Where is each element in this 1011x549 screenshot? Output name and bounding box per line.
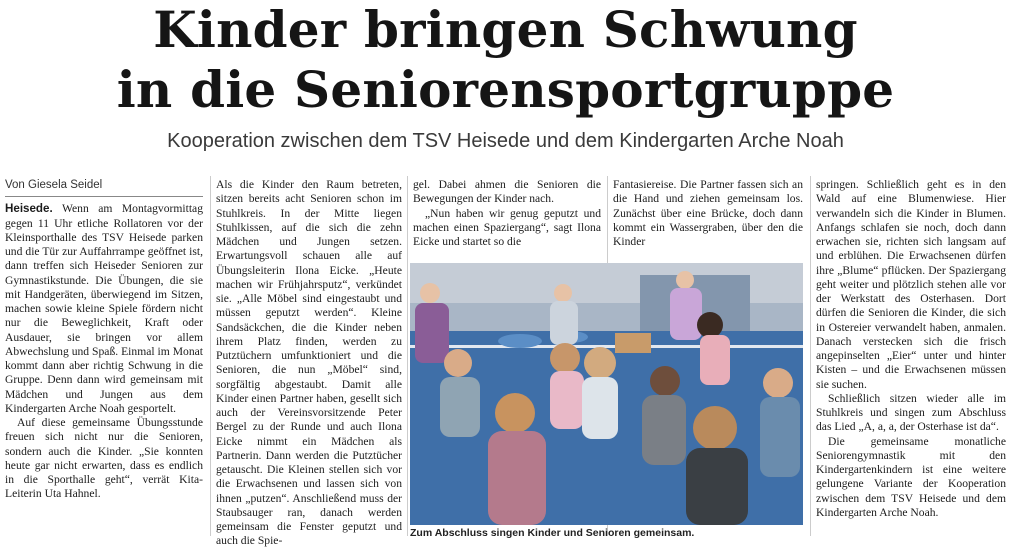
paragraph: Auf diese gemeinsame Übungsstunde freuen sich nicht nur die Senioren, sondern auch die Kinder. „Sie konnten heute gar nicht erwarten, dass es endlich in die Sporthalle geht“, verrät Kita-Leiterin Uta Hahnel. <box>5 416 203 501</box>
article-column-3 <box>413 178 601 249</box>
article-column-2 <box>216 178 402 549</box>
article-column-5 <box>816 178 1006 520</box>
headline-line-2: in die Seniorensportgruppe <box>116 60 895 119</box>
paragraph-text: Wenn am Montagvormittag gegen 11 Uhr etliche Rollatoren vor der Kleinsporthalle des TSV Heisede parken und die Tür zur Auffahrrampe geöffnet ist, dann treffen sich Heiseder Senioren zur Gymnastikstunde. Die Übungen, die sie mit Handgeräten, überwiegend im Sitzen, machen sowie kleine Spiele fördern nicht nur die Beweglichkeit, Kraft oder Ausdauer, sie bringen vor allem Abwechslung und Spaß. Einmal im Monat kommt dann aber richtig Schwung in die Gruppe. Denn dann wird gemeinsam mit Mädchen und Jungen aus dem Kindergarten Arche Noah gesportelt. <box>5 202 203 415</box>
paragraph: Die gemeinsame monatliche Seniorengymnastik mit den Kindergartenkindern ist eine weitere gelungene Variante der Kooperation zwischen dem TSV Heisede und dem Kindergarten Arche Noah. <box>816 434 1006 519</box>
headline-line-1: Kinder bringen Schwung <box>153 0 858 59</box>
paragraph: Schließlich sitzen wieder alle im Stuhlkreis und singen zum Abschluss das Lied „A, a, a, der Osterhase ist da“. <box>816 391 1006 434</box>
paragraph: springen. Schließlich geht es in den Wald auf eine Blumenwiese. Hier verwandeln sich die Kinder in Blumen. Anfangs schlafen sie noch, doch dann erwachen sie, richten sich langsam auf und erblühen. Die Erwachsenen dürfen ihre „Blume“ pflücken. Der Spaziergang geht weiter und plötzlich stehen alle vor der Werkstatt des Osterhasen. Dort dürfen die Senioren die Kinder, die sich in Ostereier verwandelt haben, anmalen. Danach verstecken sich die frisch angepinselten „Eier“ unter und hinter Kisten – und die Erwachsenen müssen sie suchen. <box>816 178 1006 391</box>
byline: Von Giesela Seidel <box>5 178 203 197</box>
column-divider <box>407 176 408 536</box>
paragraph: Fantasiereise. Die Partner fassen sich an die Hand und ziehen gemeinsam los. Zunächst über eine Brücke, doch dann kommt ein Wassergraben, über den die Kinder <box>613 178 803 248</box>
article-column-4 <box>613 178 803 249</box>
column-divider <box>810 176 811 536</box>
paragraph: Als die Kinder den Raum betreten, sitzen bereits acht Senioren schon im Stuhlkreis. In der Mitte liegen Stuhlkissen, auf die sich die zehn Mädchen und Jungen setzen. Erwartungsvoll schauen alle auf Übungsleiterin Ilona Eicke. „Heute machen wir Frühjahrsputz“, verkündet sie. „Alle Möbel sind eingestaubt und müssen geputzt werden“. Kleine Sandsäckchen, die die Kinder neben ihrem Platz finden, werden zu Putztüchern umfunktioniert und die Senioren, die nun „Möbel“ sind, sorgfältig abgestaubt. Damit alle Kinder einen Partner haben, gesellt sich auch der Vereinsvorsitzende Peter Bergel zu der Runde und auch Ilona Eicke nimmt ein Mädchen als Partnerin. Dann werden die Putztücher getauscht. Die Kleinen stellen sich vor die Erwachsenen und lassen sich von ihnen „putzen“. Anschließend muss der Staubsauger ran, danach werden gemeinsam die Fenster geputzt und auch die Spie- <box>216 178 402 548</box>
article-photo <box>410 263 803 525</box>
photo-caption: Zum Abschluss singen Kinder und Senioren gemeinsam. <box>410 527 695 539</box>
dateline: Heisede. <box>5 202 53 216</box>
gym-scene-illustration <box>410 263 803 525</box>
paragraph: gel. Dabei ahmen die Senioren die Bewegungen der Kinder nach. <box>413 178 601 206</box>
subheadline: Kooperation zwischen dem TSV Heisede und dem Kindergarten Arche Noah <box>167 130 844 152</box>
article-column-1 <box>5 178 203 502</box>
paragraph: „Nun haben wir genug geputzt und machen einen Spaziergang“, sagt Ilona Eicke und startet so die <box>413 206 601 248</box>
column-divider <box>210 176 211 536</box>
paragraph <box>5 202 203 416</box>
